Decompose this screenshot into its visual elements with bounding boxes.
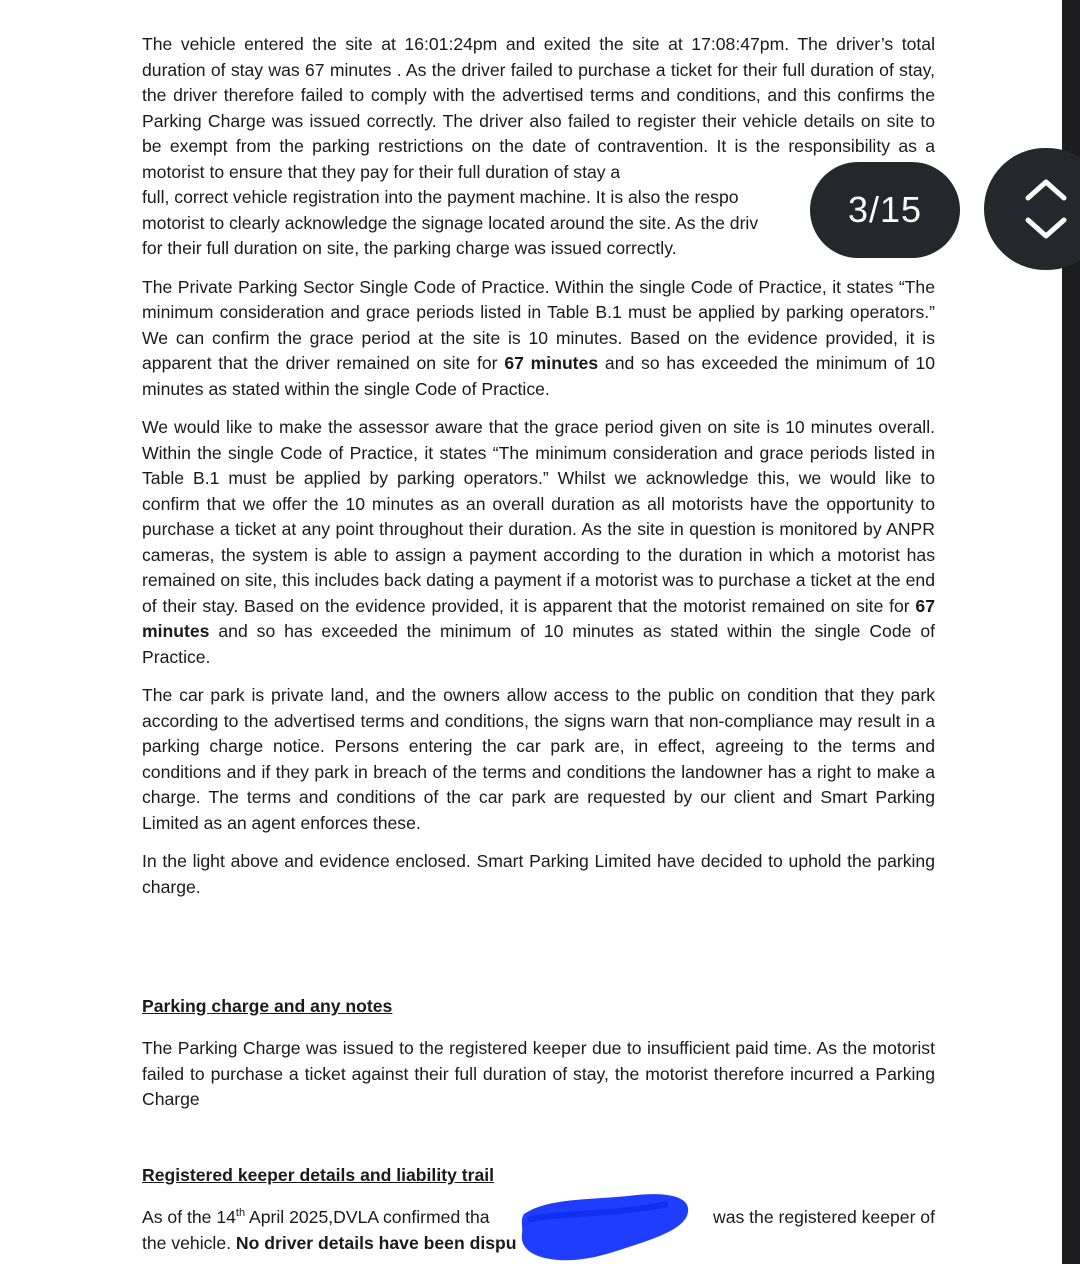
paragraph-text: As of the 14 [142,1207,236,1227]
page-indicator: 3/15 [847,189,923,230]
paragraph-parking-charge: The Parking Charge was issued to the registered keeper due to insufficient paid time. As the motorist failed to purchase a ticket against their full duration of stay, the motorist therefore incurred a Parking Charge [142,1038,935,1109]
paragraph-text: and so has exceeded the minimum of 10 minutes as stated within the single Code of Practice. [142,621,935,667]
chevron-up-down-icon [1022,176,1070,242]
bold-text: No driver details have been dispu [235,1232,517,1253]
paragraph-grace-period [142,415,935,670]
paragraph-text: full, correct vehicle registration into the payment machine. It is also the respo [142,187,739,207]
paragraph-text: motorist to clearly acknowledge the signage located around the site. As the driv [142,212,759,233]
heading-registered-keeper: Registered keeper details and liability trail [142,1165,495,1185]
paragraph-text: and so has exceeded the minimum of 10 minutes as stated within the single Code of Practice. [142,353,936,399]
paragraph-text: the vehicle. [142,1232,236,1253]
heading-parking-charge-notes: Parking charge and any notes [142,996,393,1016]
paragraph-text: The Private Parking Sector Single Code of Practice. Within the single Code of Practice, it states “The minimum consideration and grace periods listed in Table B.1 must be applied by parking operators.” We can confirm the grace period at the site is 10 minutes. Based on the evidence provided, it is apparent that the driver remained on site for [142,276,935,373]
paragraph-text: April 2025,DVLA confirmed tha [245,1207,490,1227]
paragraph-text: was the registered keeper of [712,1207,935,1227]
document-body [142,32,935,900]
superscript: th [235,1207,246,1220]
redaction-scribble [518,1190,690,1264]
paragraph-uphold: In the light above and evidence enclosed. Smart Parking Limited have decided to uphold the parking charge. [142,851,935,897]
paragraph-code-of-practice [142,275,935,403]
bold-duration: 67 minutes [142,595,935,641]
paragraph-text: for their full duration on site, the parking charge was issued correctly. [142,238,677,258]
paragraph-text: We would like to make the assessor aware that the grace period given on site is 10 minutes overall. Within the single Code of Practice, it states “The minimum consideration and grace periods listed in Table B.1 must be applied by parking operators.” Whilst we acknowledge this, we would like to confirm that we offer the 10 minutes as an overall duration as all motorists have the opportunity to purchase a ticket at any point throughout their duration. As the site in question is monitored by ANPR cameras, the system is able to assign a payment according to the duration in which a motorist has remained on site, this includes back dating a payment if a motorist was to purchase a ticket at the end of their stay. Based on the evidence provided, it is apparent that the motorist remained on site for [142,417,935,616]
paragraph-text: The vehicle entered the site at 16:01:24pm and exited the site at 17:08:47pm. The driver’s total duration of stay was 67 minutes . As the driver failed to purchase a ticket for their full duration of stay, the driver therefore failed to comply with the advertised terms and conditions, and this confirms the Parking Charge was issued correctly. The driver also failed to register their vehicle details on site to be exempt from the parking restrictions on the date of contravention. It is the responsibility as a motorist to ensure that they pay for their full duration of stay a [142,34,935,182]
paragraph-private-land: The car park is private land, and the owners allow access to the public on condition that they park according to the advertised terms and conditions, the signs warn that non-compliance may result in a parking charge notice. Persons entering the car park are, in effect, agreeing to the terms and conditions and if they park in breach of the terms and conditions the landowner has a right to make a charge. The terms and conditions of the car park are requested by our client and Smart Parking Limited as an agent enforces these. [142,685,935,833]
page-indicator-badge [810,162,960,258]
bold-duration: 67 minutes [504,353,599,373]
